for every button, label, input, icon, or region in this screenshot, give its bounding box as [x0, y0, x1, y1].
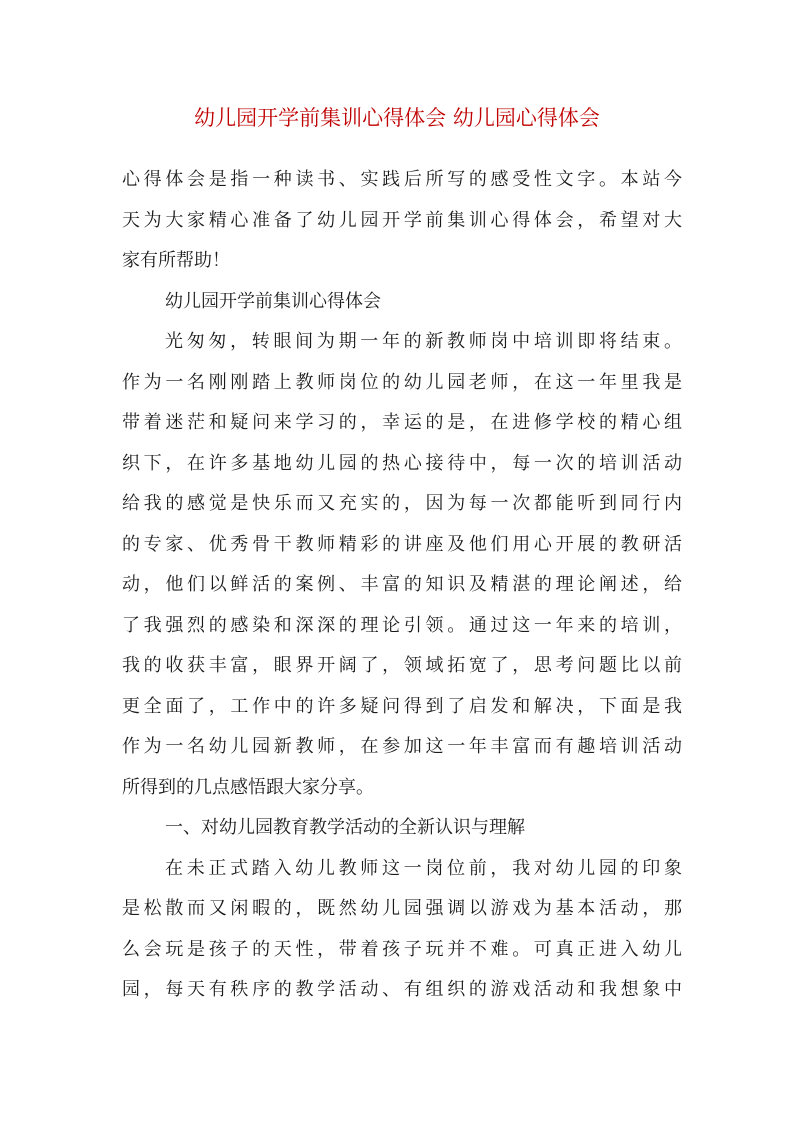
document-title: 幼儿园开学前集训心得体会 幼儿园心得体会	[194, 106, 600, 130]
body-line: 光匆匆，转眼间为期一年的新教师岗中培训即将结束。	[165, 331, 682, 352]
body-line: 么会玩是孩子的天性，带着孩子玩并不难。可真正进入幼儿	[122, 938, 682, 960]
body-line: 更全面了，工作中的许多疑问得到了启发和解决，下面是我	[122, 695, 682, 717]
body-line: 作为一名幼儿园新教师，在参加这一年丰富而有趣培训活动	[122, 736, 682, 757]
body-line: 天为大家精心准备了幼儿园开学前集训心得体会，希望对大	[122, 209, 682, 231]
body-line: 给我的感觉是快乐而又充实的，因为每一次都能听到同行内	[122, 493, 682, 514]
body-line: 心得体会是指一种读书、实践后所写的感受性文字。本站今	[122, 169, 682, 190]
body-line: 在未正式踏入幼儿教师这一岗位前，我对幼儿园的印象	[165, 857, 682, 879]
body-line: 的专家、优秀骨干教师精彩的讲座及他们用心开展的教研活	[122, 533, 682, 555]
body-line: 带着迷茫和疑问来学习的，幸运的是，在进修学校的精心组	[122, 412, 682, 433]
body-line: 是松散而又闲暇的，既然幼儿园强调以游戏为基本活动，那	[122, 898, 682, 919]
body-line: 园，每天有秩序的教学活动、有组织的游戏活动和我想象中	[122, 979, 682, 1000]
body-line: 了我强烈的感染和深深的理论引领。通过这一年来的培训，	[122, 614, 682, 636]
body-line: 我的收获丰富，眼界开阔了，领域拓宽了，思考问题比以前	[122, 655, 682, 676]
body-line: 作为一名刚刚踏上教师岗位的幼儿园老师，在这一年里我是	[122, 371, 682, 393]
section-heading: 幼儿园开学前集训心得体会	[165, 290, 381, 312]
body-line: 家有所帮助！	[122, 250, 230, 271]
body-line: 织下，在许多基地幼儿园的热心接待中，每一次的培训活动	[122, 452, 682, 474]
section-heading: 一、对幼儿园教育教学活动的全新认识与理解	[165, 817, 525, 838]
body-line: 动，他们以鲜活的案例、丰富的知识及精湛的理论阐述，给	[122, 574, 682, 595]
body-line: 所得到的几点感悟跟大家分享。	[122, 776, 374, 798]
document-body	[122, 160, 682, 1011]
